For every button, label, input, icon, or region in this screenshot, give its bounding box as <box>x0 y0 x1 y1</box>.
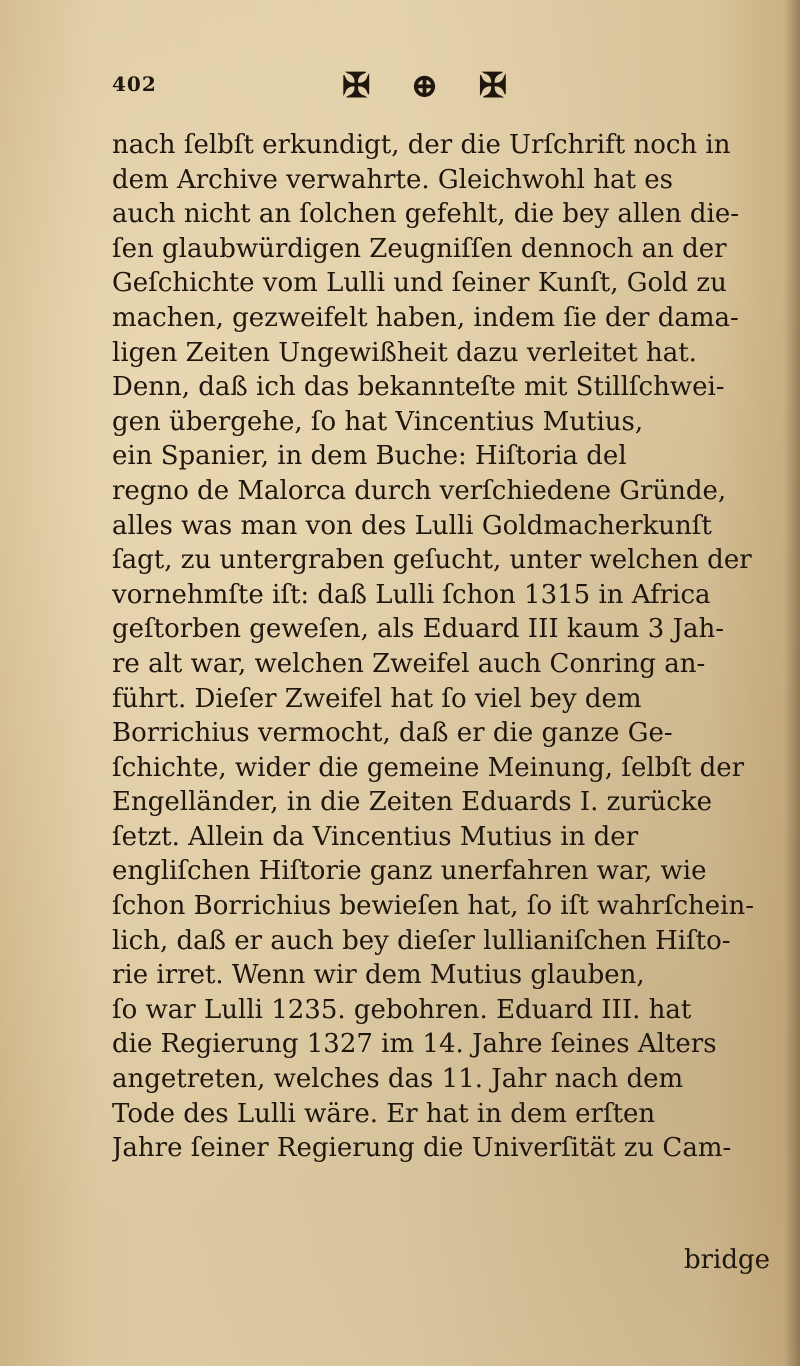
text-line: machen, gezweifelt haben, indem ſie der dama- <box>112 302 739 333</box>
text-line: ligen Zeiten Ungewißheit dazu verleitet hat. <box>112 337 697 368</box>
text-line: vornehmſte iſt: daß Lulli ſchon 1315 in Africa <box>112 579 711 610</box>
text-line: führt. Dieſer Zweifel hat ſo viel bey dem <box>112 683 642 714</box>
text-line: re alt war, welchen Zweifel auch Conring an- <box>112 648 706 679</box>
text-line: nach ſelbſt erkundigt, der die Urſchrift noch in <box>112 130 731 160</box>
header-ornament: ✠ ⊕ ✠ <box>342 66 522 106</box>
text-line: angetreten, welches das 11. Jahr nach dem <box>112 1064 684 1095</box>
text-line: rie irret. Wenn wir dem Mutius glauben, <box>112 960 645 991</box>
page-number: 402 <box>112 72 157 96</box>
text-line: dem Archive verwahrte. Gleichwohl hat es <box>112 164 673 195</box>
text-line: ſo war Lulli 1235. gebohren. Eduard III. hat <box>112 994 692 1025</box>
text-line: regno de Malorca durch verſchiedene Gründe, <box>112 475 727 506</box>
text-line: Borrichius vermocht, daß er die ganze Ge- <box>112 718 673 749</box>
text-line: alles was man von des Lulli Goldmacherkunſt <box>112 510 712 541</box>
text-line: Denn, daß ich das bekannteſte mit Stillſchwei- <box>112 372 725 403</box>
text-line: lich, daß er auch bey dieſer lullianiſchen Hiſto- <box>112 925 731 956</box>
text-line: ſen glaubwürdigen Zeugniſſen dennoch an der <box>112 233 727 264</box>
text-line: die Regierung 1327 im 14. Jahre ſeines Alters <box>112 1029 717 1060</box>
text-line: ſchon Borrichius bewieſen hat, ſo iſt wahrſchein- <box>112 891 755 922</box>
body-text <box>112 128 788 1166</box>
running-header <box>112 66 740 110</box>
text-line: auch nicht an ſolchen gefehlt, die bey allen die- <box>112 199 740 230</box>
text-line: ſchichte, wider die gemeine Meinung, ſelbſt der <box>112 752 745 783</box>
text-line: engliſchen Hiſtorie ganz unerfahren war, wie <box>112 856 707 887</box>
text-line: Tode des Lulli wäre. Er hat in dem erſten <box>112 1098 656 1129</box>
text-line: gen übergehe, ſo hat Vincentius Mutius, <box>112 406 644 437</box>
text-line: Engelländer, in die Zeiten Eduards I. zurücke <box>112 787 712 818</box>
text-line: geſtorben geweſen, als Eduard III kaum 3 Jah- <box>112 614 725 645</box>
text-line: Geſchichte vom Lulli und ſeiner Kunſt, Gold zu <box>112 268 727 299</box>
text-line: ein Spanier, in dem Buche: Hiſtoria del <box>112 441 627 472</box>
text-line: Jahre ſeiner Regierung die Univerſität zu Cam- <box>112 1133 732 1164</box>
text-line: ſetzt. Allein da Vincentius Mutius in der <box>112 821 639 852</box>
text-line: ſagt, zu untergraben geſucht, unter welchen der <box>112 545 752 576</box>
catchword: bridge <box>683 1245 770 1275</box>
